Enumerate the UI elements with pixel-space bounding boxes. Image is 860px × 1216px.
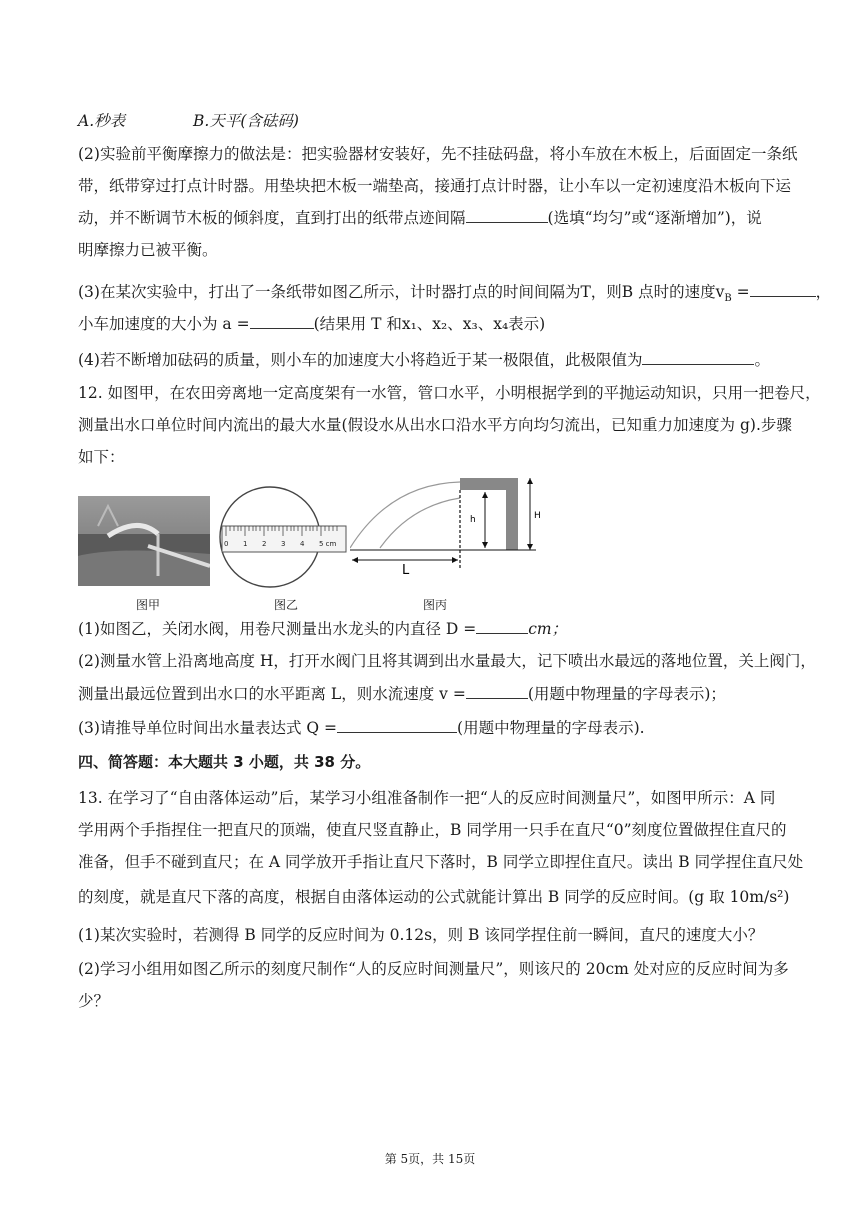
caption-jia: 图甲 [136,598,161,612]
q11-part3-line2-tail: (结果用 T 和x₁、x₂、x₃、x₄表示) [313,315,546,333]
q11-part2-line3 [78,207,762,229]
ruler-tick-2: 2 [262,540,267,548]
label-L: L [402,563,410,576]
q11-part3-line1-text: (3)在某次实验中，打出了一条纸带如图乙所示，计时器打点的时间间隔为T，则B 点时的速度v [78,283,725,301]
q13-question2-line1: (2)学习小组用如图乙所示的刻度尺制作“人的反应时间测量尺”，则该尺的 20cm 处对应的反应时间为多 [78,960,789,978]
page-number: 第 5页，共 15页 [384,1152,476,1166]
field-photo [78,496,210,586]
q11-part2-line2: 带，纸带穿过打点计时器。用垫块把木板一端垫高，接通打点计时器，让小车以一定初速度沿木板向下运 [78,177,792,195]
answer-blank[interactable] [337,717,457,733]
q12-step2-line1: (2)测量水管上沿离地高度 H，打开水阀门且将其调到出水量最大，记下喷出水最远的落地位置，关上阀门， [78,652,816,670]
q12-step1-text: (1)如图乙，关闭水阀，用卷尺测量出水龙头的内直径 D = [78,620,477,638]
trajectory-diagram [350,476,546,576]
q12-step3-tail: (用题中物理量的字母表示). [457,719,645,737]
q11-part4-text: (4)若不断增加砝码的质量，则小车的加速度大小将趋近于某一极限值，此极限值为 [78,351,643,369]
q11-part3-eq: = [731,283,750,301]
ruler-tick-5: 5 cm [319,540,337,548]
q11-part3-line2-text: 小车加速度的大小为 a = [78,315,250,333]
q13-line2: 学用两个手指捏住一把直尺的顶端，使直尺竖直静止，B 同学用一只手在直尺“0”刻度位置做捏住直尺的 [78,821,787,839]
ruler-tick-0: 0 [224,540,229,548]
q11-part2-line1: (2)实验前平衡摩擦力的做法是：把实验器材安装好，先不挂砝码盘，将小车放在木板上，后面固定一条纸 [78,145,798,163]
q12-line1: 12. 如图甲，在农田旁离地一定高度架有一水管，管口水平，小明根据学到的平抛运动知识，只用一把卷尺， [78,384,821,402]
label-h: h [470,515,476,525]
q12-step2-line2-text: 测量出最远位置到出水口的水平距离 L，则水流速度 v = [78,685,466,703]
ruler-tick-3: 3 [281,540,286,548]
q13-question1: (1)某次实验时，若测得 B 同学的反应时间为 0.12s，则 B 该同学捏住前一瞬间，直尺的速度大小？ [78,926,764,944]
option-b: B.天平(含砝码) [193,112,299,130]
ruler-tick-4: 4 [300,540,305,548]
answer-blank[interactable] [250,313,314,329]
q11-options [78,110,299,132]
q13-line4: 的刻度，就是直尺下落的高度，根据自由落体运动的公式就能计算出 B 同学的反应时间。(g 取 10m/s²) [78,888,790,906]
answer-blank[interactable] [466,207,548,223]
option-a: A.秒表 [78,112,126,130]
q12-step2-line2 [78,683,726,705]
q11-part2-line3-text: 动，并不断调节木板的倾斜度，直到打出的纸带点迹间隔 [78,209,466,227]
q12-figures [78,476,548,616]
q12-step1 [78,618,567,640]
q12-line2: 测量出水口单位时间内流出的最大水量(假设水从出水口沿水平方向均匀流出，已知重力加速度为 g).步骤 [78,416,792,434]
q11-part3-line1: (3)在某次实验中，打出了一条纸带如图乙所示，计时器打点的时间间隔为T，则B 点时的速度$v_B$ = ， [78,283,832,305]
answer-blank[interactable] [642,349,754,365]
ruler-figure [218,480,350,590]
subscript-b: B [724,293,732,305]
q11-part4-line1 [78,349,770,371]
q12-step3-text: (3)请推导单位时间出水量表达式 Q = [78,719,338,737]
label-H: H [534,511,541,521]
caption-yi: 图乙 [274,598,299,612]
q12-line3: 如下： [78,448,125,466]
answer-blank[interactable] [466,683,528,699]
q11-part2-line3-tail: (选填“均匀”或“逐渐增加”)，说 [547,209,762,227]
ruler-tick-1: 1 [243,540,248,548]
q12-step3 [78,717,645,739]
q11-part4-tail: 。 [754,351,770,369]
answer-blank[interactable] [476,618,528,634]
q11-part3-line2 [78,313,545,335]
caption-bing: 图丙 [423,598,448,612]
section-heading: 四、简答题：本大题共 3 小题，共 38 分。 [78,753,371,771]
q12-step1-tail: cm； [528,620,568,638]
q11-part2-line4: 明摩擦力已被平衡。 [78,241,218,259]
q13-line1: 13. 在学习了“自由落体运动”后，某学习小组准备制作一把“人的反应时间测量尺”，如图甲所示：A 同 [78,789,776,807]
q12-step2-line2-tail: (用题中物理量的字母表示)； [527,685,726,703]
q13-question2-line2: 少？ [78,992,110,1010]
q13-line3: 准备，但手不碰到直尺；在 A 同学放开手指让直尺下落时，B 同学立即捏住直尺。读出 B 同学捏住直尺处 [78,853,804,871]
answer-blank[interactable] [750,281,816,297]
